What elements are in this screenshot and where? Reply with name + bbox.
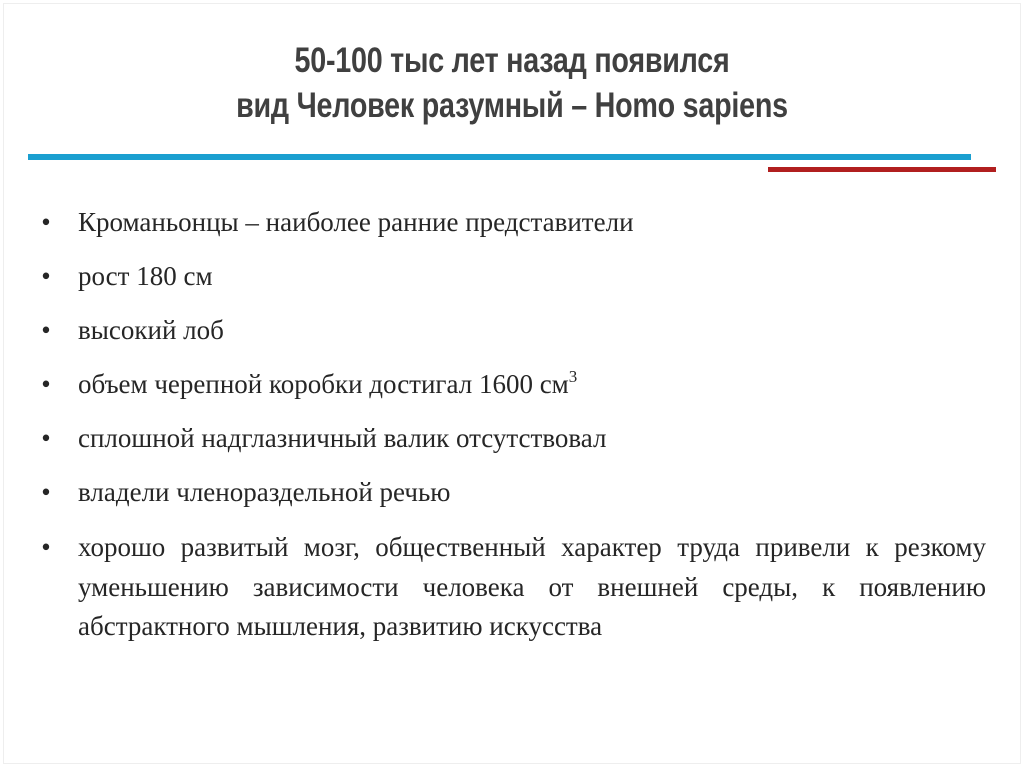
bullet-list	[36, 204, 986, 664]
bullet-item-7	[36, 528, 986, 647]
slide-title	[92, 38, 932, 128]
bullet-text: владели членораздельной речью	[78, 477, 451, 507]
blue-divider	[28, 154, 971, 160]
bullet-item-2	[36, 258, 986, 295]
bullet-item-4	[36, 366, 986, 403]
bullet-dot: •	[41, 532, 51, 562]
bullet-text: высокий лоб	[78, 315, 224, 345]
bullet-dot: •	[41, 477, 51, 507]
bullet-item-3	[36, 312, 986, 349]
bullet-item-1	[36, 204, 986, 241]
title-line-1: 50-100 тыс лет назад появился	[294, 41, 730, 80]
bullet-dot: •	[41, 423, 51, 453]
red-divider	[768, 167, 996, 172]
bullet-text: хорошо развитый мозг, общественный характер труда привели к резкому уменьшению зависимости человека от внешней среды, к появлению абстрактного мышления, развитию искусства	[78, 532, 986, 641]
bullet-dot: •	[41, 261, 51, 291]
bullet-text: рост 180 см	[78, 261, 213, 291]
bullet-dot: •	[41, 207, 51, 237]
bullet-text: объем черепной коробки достигал 1600 см	[78, 369, 569, 399]
bullet-text: Кроманьонцы – наиболее ранние представители	[78, 207, 634, 237]
bullet-item-6	[36, 474, 986, 511]
superscript: 3	[568, 367, 578, 386]
bullet-item-5	[36, 420, 986, 457]
bullet-text: сплошной надглазничный валик отсутствовал	[78, 423, 607, 453]
bullet-dot: •	[41, 369, 51, 399]
bullet-dot: •	[41, 315, 51, 345]
title-line-2: вид Человек разумный – Homo sapiens	[236, 86, 788, 125]
